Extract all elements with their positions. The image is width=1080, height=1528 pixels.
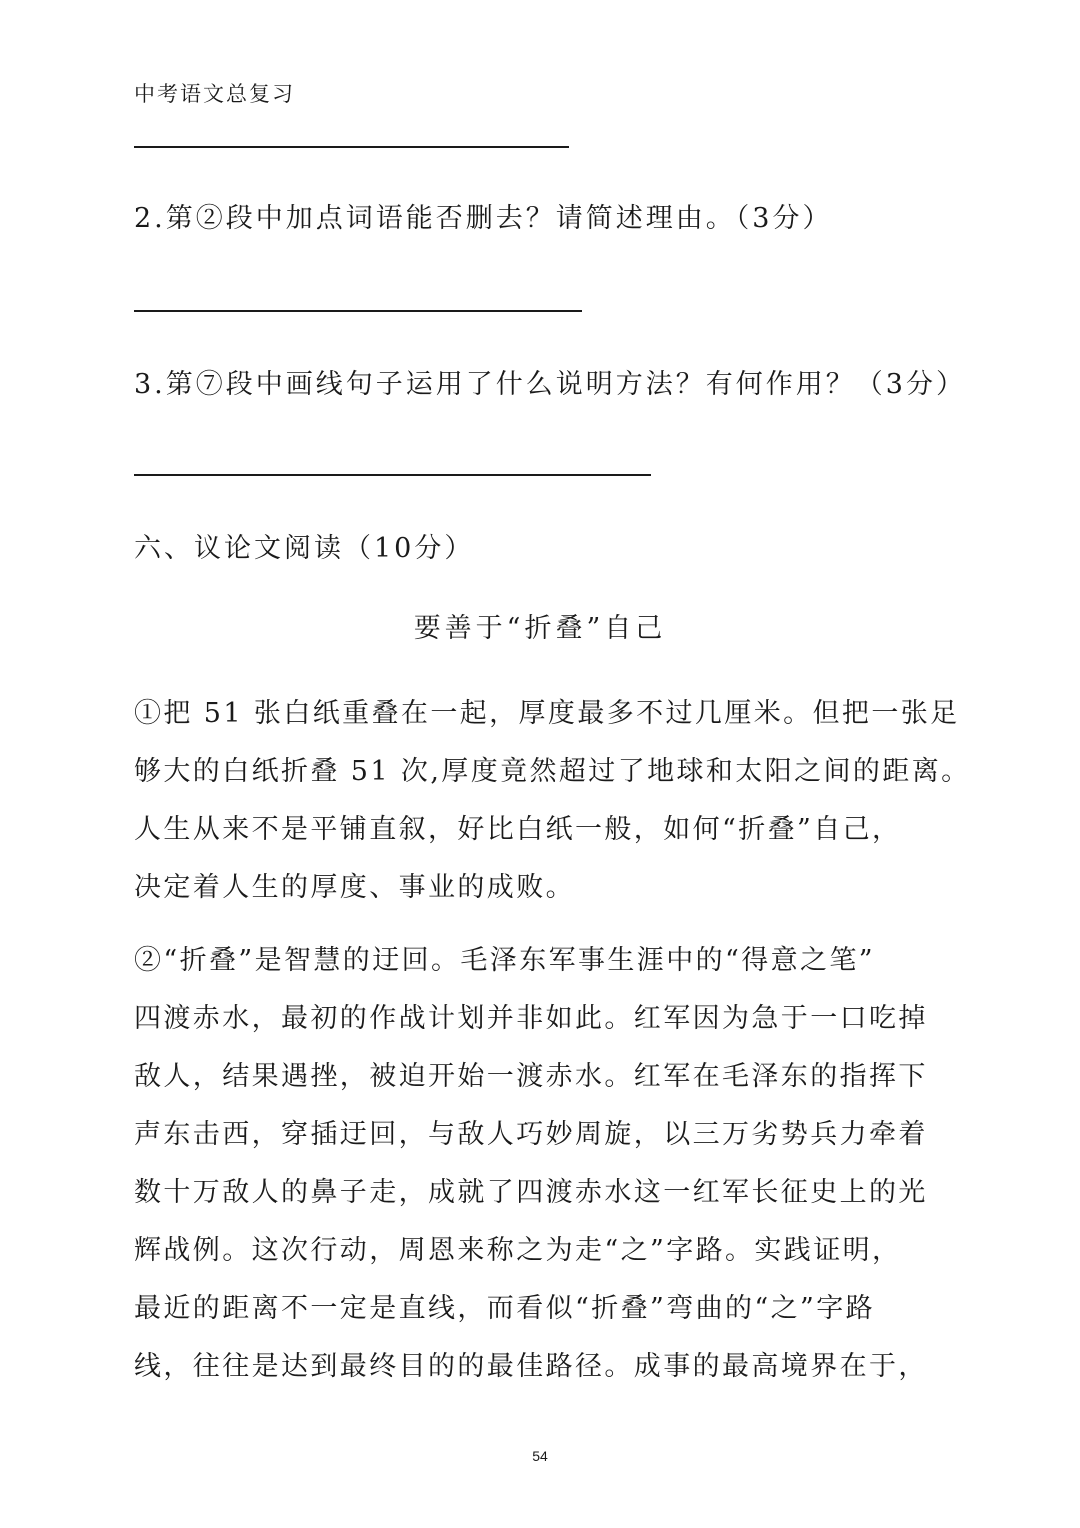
paragraph-line: 够大的白纸折叠 51 次,厚度竟然超过了地球和太阳之间的距离。 (134, 756, 971, 787)
paragraph-line: 四渡赤水，最初的作战计划并非如此。红军因为急于一口吃掉 (134, 1003, 928, 1034)
paragraph-2 (134, 932, 934, 1396)
paragraph-line: 线，往往是达到最终目的的最佳路径。成事的最高境界在于， (134, 1351, 928, 1382)
paragraph-1 (134, 685, 971, 917)
question-2: 2.第②段中加点词语能否删去？请简述理由。（3分） (134, 203, 833, 234)
paragraph-line: 数十万敌人的鼻子走，成就了四渡赤水这一红军长征史上的光 (134, 1177, 928, 1208)
paragraph-line: ②“折叠”是智慧的迂回。毛泽东军事生涯中的“得意之笔” (134, 945, 876, 976)
question-3: 3.第⑦段中画线句子运用了什么说明方法？有何作用？（3分） (134, 369, 966, 400)
paragraph-line: ①把 51 张白纸重叠在一起，厚度最多不过几厘米。但把一张足 (134, 698, 960, 729)
answer-line (134, 146, 569, 148)
page-number: 54 (532, 1448, 548, 1464)
paragraph-line: 人生从来不是平铺直叙，好比白纸一般，如何“折叠”自己， (134, 814, 902, 845)
section-heading: 六、议论文阅读（10分） (134, 533, 475, 564)
paragraph-line: 敌人，结果遇挫，被迫开始一渡赤水。红军在毛泽东的指挥下 (134, 1061, 928, 1092)
article-title: 要善于“折叠”自己 (413, 613, 667, 644)
answer-line (134, 310, 582, 312)
paragraph-line: 决定着人生的厚度、事业的成败。 (134, 872, 575, 903)
paragraph-line: 辉战例。这次行动，周恩来称之为走“之”字路。实践证明， (134, 1235, 902, 1266)
paragraph-line: 声东击西，穿插迂回，与敌人巧妙周旋，以三万劣势兵力牵着 (134, 1119, 928, 1150)
running-header: 中考语文总复习 (134, 82, 295, 106)
paragraph-line: 最近的距离不一定是直线，而看似“折叠”弯曲的“之”字路 (134, 1293, 876, 1324)
answer-line (134, 474, 651, 476)
